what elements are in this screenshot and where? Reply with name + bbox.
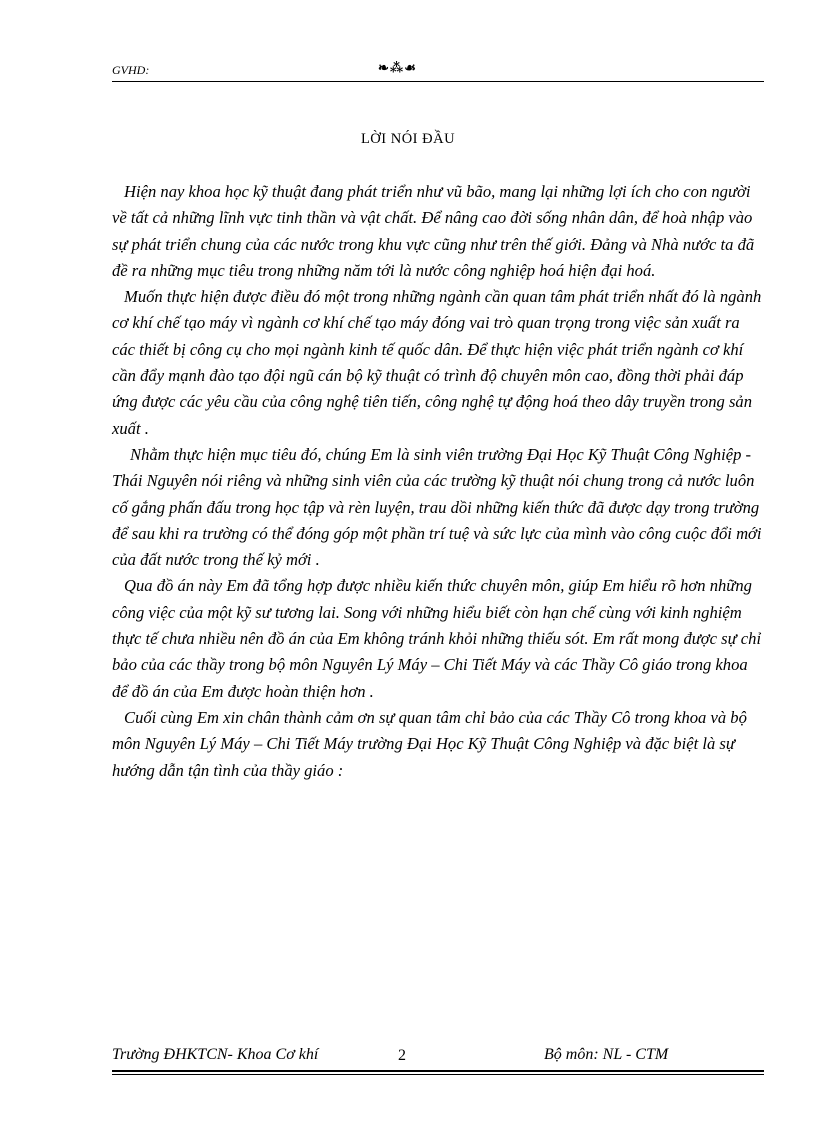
page-footer bbox=[112, 1046, 764, 1068]
header-ornament-icon: ❧⁂☙ bbox=[378, 60, 417, 75]
page-title: LỜI NÓI ĐẦU bbox=[360, 131, 456, 147]
footer-department: Bộ môn: NL - CTM bbox=[544, 1046, 669, 1063]
header-gvhd-label: GVHD: bbox=[112, 63, 150, 77]
page-number: 2 bbox=[398, 1047, 406, 1064]
paragraph-2: Muốn thực hiện được điều đó một trong những ngành cần quan tâm phát triển nhất đó là ngành cơ khí chế tạo máy vì ngành cơ khí chế tạo máy đóng vai trò quan trọng trong việc sản xuất ra các thiết bị công cụ cho mọi ngành kinh tế quốc dân. Để thực hiện việc phát triển ngành cơ khí cần đẩy mạnh đào tạo đội ngũ cán bộ kỹ thuật có trình độ chuyên môn cao, đồng thời phải đáp ứng được các yêu cầu của công nghệ tiên tiến, công nghệ tự động hoá theo dây truyền trong sản xuất . bbox=[112, 287, 762, 438]
footer-divider-thin bbox=[112, 1074, 764, 1075]
paragraph-1: Hiện nay khoa học kỹ thuật đang phát triển như vũ bão, mang lại những lợi ích cho con người về tất cả những lĩnh vực tinh thần và vật chất. Để nâng cao đời sống nhân dân, để hoà nhập vào sự phát triển chung của các nước trong khu vực cũng như trên thế giới. Đảng và Nhà nước ta đã đề ra những mục tiêu trong những năm tới là nước công nghiệp hoá hiện đại hoá. bbox=[112, 182, 755, 280]
header-divider bbox=[112, 81, 764, 82]
footer-school: Trường ĐHKTCN- Khoa Cơ khí bbox=[112, 1046, 319, 1063]
paragraph-3: Nhằm thực hiện mục tiêu đó, chúng Em là sinh viên trường Đại Học Kỹ Thuật Công Nghiệp - Thái Nguyên nói riêng và những sinh viên của các trường kỹ thuật nói chung trong cả nước luôn cố gắng phấn đấu trong học tập và rèn luyện, trau dồi những kiến thức đã được dạy trong trường để sau khi ra trường có thể đóng góp một phần trí tuệ và sức lực của mình vào công cuộc đổi mới của đất nước trong thế kỷ mới . bbox=[112, 444, 762, 570]
paragraph-5: Cuối cùng Em xin chân thành cảm ơn sự quan tâm chỉ bảo của các Thầy Cô trong khoa và bộ môn Nguyên Lý Máy – Chi Tiết Máy trường Đại Học Kỹ Thuật Công Nghiệp và đặc biệt là sự hướng dẫn tận tình của thầy giáo : bbox=[112, 707, 747, 780]
document-body bbox=[112, 179, 762, 784]
paragraph-4: Qua đồ án này Em đã tổng hợp được nhiều kiến thức chuyên môn, giúp Em hiểu rõ hơn những công việc của một kỹ sư tương lai. Song với những hiểu biết còn hạn chế cùng với kinh nghiệm thực tế chưa nhiều nên đồ án của Em không tránh khỏi những thiếu sót. Em rất mong được sự chỉ bảo của các thầy trong bộ môn Nguyên Lý Máy – Chi Tiết Máy và các Thầy Cô giáo trong khoa để đồ án của Em được hoàn thiện hơn . bbox=[112, 576, 762, 701]
footer-divider-thick bbox=[112, 1070, 764, 1072]
